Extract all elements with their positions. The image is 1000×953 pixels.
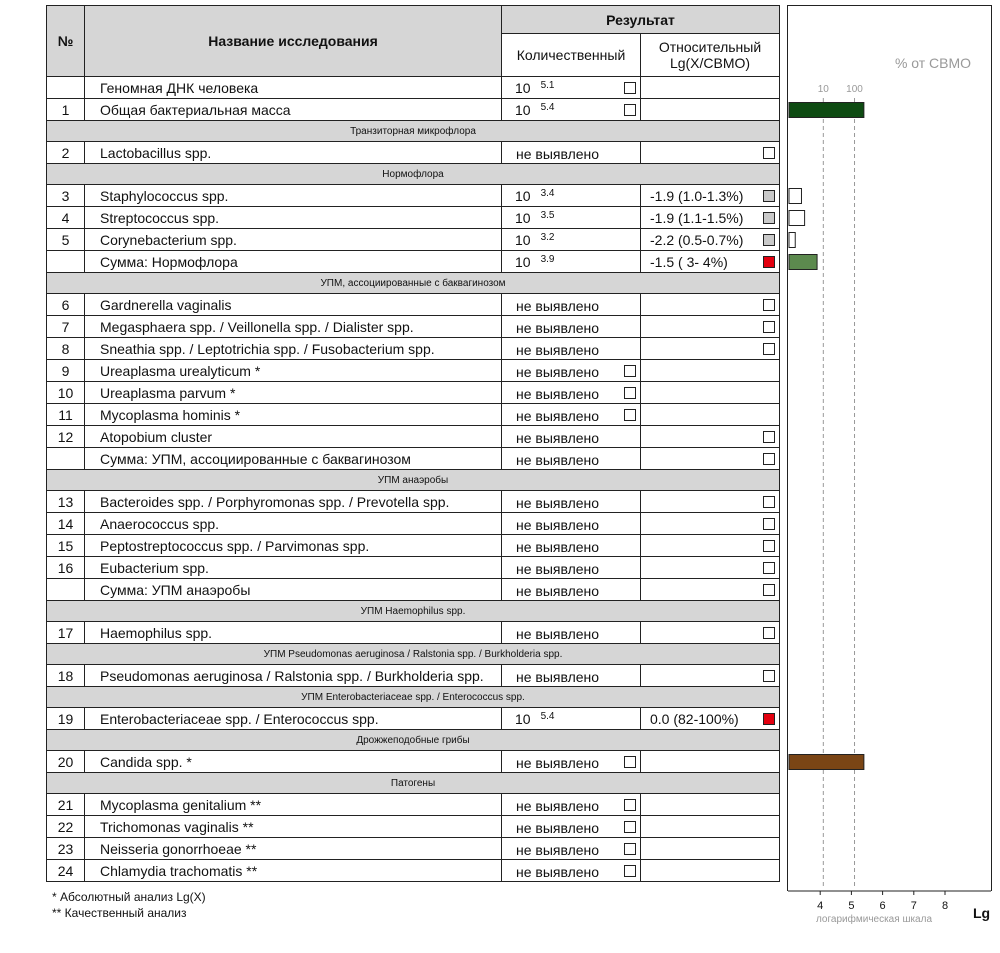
table-row [47,448,780,470]
quantity-value: 10 $^{5.4}$ [515,711,555,727]
quantitative-cell [502,513,641,535]
qualitative-result: не выявлено [516,495,600,511]
quantity-value: 10 $^{3.4}$ [515,188,555,204]
checkbox[interactable] [624,843,636,855]
footnote-qualitative: ** Качественный анализ [52,906,187,920]
table-row [47,513,780,535]
test-name: Trichomonas vaginalis ** [85,816,502,838]
results-table [46,5,780,882]
row-number: 15 [47,535,85,557]
chart-bar [789,211,805,226]
checkbox[interactable] [624,821,636,833]
status-box[interactable] [763,299,775,311]
test-name: Anaerococcus spp. [85,513,502,535]
relative-cell [641,838,780,860]
table-row [47,185,780,207]
section-label: Транзиторная микрофлора [47,121,780,142]
section-header [47,601,780,622]
quantitative-cell [502,860,641,882]
quantity-value: 10 $^{3.9}$ [515,254,555,270]
quantitative-cell [502,142,641,164]
status-box[interactable] [763,496,775,508]
status-box[interactable] [763,627,775,639]
relative-cell [641,794,780,816]
quantitative-cell [502,557,641,579]
status-box[interactable] [763,234,775,246]
table-row [47,229,780,251]
chart-title: % от СВМО [894,55,972,71]
row-number: 20 [47,751,85,773]
quantitative-cell [502,448,641,470]
relative-cell [641,294,780,316]
quantitative-cell [502,99,641,121]
qualitative-result: не выявлено [516,842,600,858]
status-box[interactable] [763,321,775,333]
qualitative-result: не выявлено [516,864,600,880]
section-header [47,164,780,185]
test-name: Haemophilus spp. [85,622,502,644]
relative-cell [641,426,780,448]
row-number [47,579,85,601]
relative-value: -2.2 (0.5-0.7%) [650,232,744,248]
test-name: Atopobium cluster [85,426,502,448]
section-header [47,644,780,665]
x-tick-label: 5 [848,900,855,912]
header-num: № [47,6,85,77]
table-row [47,294,780,316]
relative-cell [641,338,780,360]
row-number: 5 [47,229,85,251]
pct-tick-label: 100 [846,84,863,95]
table-row [47,579,780,601]
checkbox[interactable] [624,82,636,94]
status-box[interactable] [763,190,775,202]
table-row [47,338,780,360]
test-name: Lactobacillus spp. [85,142,502,164]
quantitative-cell [502,338,641,360]
qualitative-result: не выявлено [516,669,600,685]
qualitative-result: не выявлено [516,408,600,424]
table-row [47,142,780,164]
row-number: 13 [47,491,85,513]
row-number: 17 [47,622,85,644]
x-tick-label: 7 [910,900,917,912]
chart-panel [787,5,992,925]
relative-cell [641,579,780,601]
lg-unit-label: Lg [973,905,991,921]
row-number: 8 [47,338,85,360]
quantitative-cell [502,622,641,644]
quantity-value: 10 $^{5.4}$ [515,102,555,118]
quantitative-cell [502,838,641,860]
qualitative-result: не выявлено [516,298,600,314]
table-row [47,77,780,99]
quantity-value: 10 $^{5.1}$ [515,80,555,96]
quantitative-cell [502,816,641,838]
row-number: 9 [47,360,85,382]
quantitative-cell [502,185,641,207]
relative-cell [641,622,780,644]
table-row [47,751,780,773]
test-name: Сумма: Нормофлора [85,251,502,273]
relative-cell [641,708,780,730]
quantitative-cell [502,426,641,448]
relative-cell [641,557,780,579]
relative-cell [641,860,780,882]
row-number: 23 [47,838,85,860]
table-row [47,316,780,338]
checkbox[interactable] [624,865,636,877]
header-quantitative: Количественный [502,34,641,77]
row-number: 12 [47,426,85,448]
relative-cell [641,229,780,251]
relative-cell [641,251,780,273]
section-label: УПМ Pseudomonas aeruginosa / Ralstonia spp. / Burkholderia spp. [47,644,780,665]
log-scale-chart [788,6,991,936]
table-row [47,665,780,687]
relative-value: -1.9 (1.1-1.5%) [650,210,744,226]
row-number: 14 [47,513,85,535]
section-header [47,470,780,491]
row-number: 1 [47,99,85,121]
relative-cell [641,77,780,99]
quantitative-cell [502,535,641,557]
row-number: 11 [47,404,85,426]
relative-value: -1.9 (1.0-1.3%) [650,188,744,204]
qualitative-result: не выявлено [516,583,600,599]
table-row [47,535,780,557]
section-header [47,687,780,708]
qualitative-result: не выявлено [516,820,600,836]
status-box[interactable] [763,431,775,443]
relative-cell [641,142,780,164]
test-name: Общая бактериальная масса [85,99,502,121]
qualitative-result: не выявлено [516,561,600,577]
table-row [47,207,780,229]
checkbox[interactable] [624,365,636,377]
quantity-value: 10 $^{3.2}$ [515,232,555,248]
checkbox[interactable] [624,409,636,421]
relative-cell [641,382,780,404]
status-box[interactable] [763,584,775,596]
test-name: Gardnerella vaginalis [85,294,502,316]
table-row [47,251,780,273]
test-name: Staphylococcus spp. [85,185,502,207]
table-row [47,622,780,644]
row-number: 19 [47,708,85,730]
test-name: Bacteroides spp. / Porphyromonas spp. / Prevotella spp. [85,491,502,513]
x-tick-label: 4 [817,900,824,912]
test-name: Megasphaera spp. / Veillonella spp. / Dialister spp. [85,316,502,338]
checkbox[interactable] [624,387,636,399]
qualitative-result: не выявлено [516,452,600,468]
row-number: 10 [47,382,85,404]
qualitative-result: не выявлено [516,320,600,336]
row-number: 16 [47,557,85,579]
status-box[interactable] [763,518,775,530]
section-header [47,121,780,142]
section-label: УПМ Haemophilus spp. [47,601,780,622]
row-number: 21 [47,794,85,816]
relative-cell [641,816,780,838]
table-row [47,404,780,426]
status-box[interactable] [763,343,775,355]
row-number: 24 [47,860,85,882]
relative-cell [641,448,780,470]
relative-cell [641,665,780,687]
test-name: Neisseria gonorrhoeae ** [85,838,502,860]
row-number [47,251,85,273]
section-label: УПМ Enterobacteriaceae spp. / Enterococcus spp. [47,687,780,708]
x-tick-label: 8 [941,900,949,912]
table-row [47,860,780,882]
quantitative-cell [502,360,641,382]
chart-bar [789,103,864,118]
quantitative-cell [502,382,641,404]
qualitative-result: не выявлено [516,755,600,771]
quantitative-cell [502,665,641,687]
relative-cell [641,404,780,426]
test-name: Streptococcus spp. [85,207,502,229]
test-name: Mycoplasma genitalium ** [85,794,502,816]
table-row [47,708,780,730]
relative-cell [641,316,780,338]
relative-cell [641,185,780,207]
quantitative-cell [502,77,641,99]
test-name: Eubacterium spp. [85,557,502,579]
quantitative-cell [502,207,641,229]
row-number: 2 [47,142,85,164]
footnote-absolute: * Абсолютный анализ Lg(X) [52,890,206,904]
header-name: Название исследования [85,6,502,77]
table-row [47,360,780,382]
qualitative-result: не выявлено [516,146,600,162]
qualitative-result: не выявлено [516,798,600,814]
test-name: Chlamydia trachomatis ** [85,860,502,882]
section-label: Дрожжеподобные грибы [47,730,780,751]
status-box[interactable] [763,670,775,682]
section-header [47,773,780,794]
status-box[interactable] [763,453,775,465]
quantitative-cell [502,316,641,338]
table-row [47,491,780,513]
status-box[interactable] [763,212,775,224]
status-box[interactable] [763,256,775,268]
quantitative-cell [502,751,641,773]
x-axis-label: логарифмическая шкала [815,914,933,925]
qualitative-result: не выявлено [516,342,600,358]
relative-value: 0.0 (82-100%) [650,711,739,727]
header-relative: Относительный Lg(X/СВМО) [641,34,780,77]
row-number [47,77,85,99]
quantitative-cell [502,708,641,730]
qualitative-result: не выявлено [516,626,600,642]
checkbox[interactable] [624,799,636,811]
qualitative-result: не выявлено [516,386,600,402]
qualitative-result: не выявлено [516,430,600,446]
pct-tick-label: 10 [817,84,829,95]
section-label: Патогены [47,773,780,794]
status-box[interactable] [763,562,775,574]
table-row [47,838,780,860]
test-name: Ureaplasma parvum * [85,382,502,404]
relative-cell [641,99,780,121]
row-number: 3 [47,185,85,207]
status-box[interactable] [763,713,775,725]
test-name: Pseudomonas aeruginosa / Ralstonia spp. / Burkholderia spp. [85,665,502,687]
relative-cell [641,360,780,382]
section-label: УПМ, ассоциированные с баквагинозом [47,273,780,294]
section-header [47,273,780,294]
row-number: 22 [47,816,85,838]
quantitative-cell [502,579,641,601]
table-row [47,557,780,579]
row-number: 7 [47,316,85,338]
section-header [47,730,780,751]
test-name: Enterobacteriaceae spp. / Enterococcus spp. [85,708,502,730]
test-name: Corynebacterium spp. [85,229,502,251]
relative-cell [641,207,780,229]
table-row [47,816,780,838]
row-number: 18 [47,665,85,687]
qualitative-result: не выявлено [516,539,600,555]
x-tick-label: 6 [879,900,886,912]
test-name: Ureaplasma urealyticum * [85,360,502,382]
chart-bar [789,189,801,204]
test-name: Геномная ДНК человека [85,77,502,99]
test-name: Peptostreptococcus spp. / Parvimonas spp. [85,535,502,557]
qualitative-result: не выявлено [516,517,600,533]
table-row [47,794,780,816]
relative-cell [641,513,780,535]
chart-bar [789,255,817,270]
checkbox[interactable] [624,104,636,116]
chart-bar [789,755,864,770]
relative-cell [641,751,780,773]
section-label: Нормофлора [47,164,780,185]
test-name: Mycoplasma hominis * [85,404,502,426]
header-result: Результат [502,6,780,34]
section-label: УПМ анаэробы [47,470,780,491]
relative-cell [641,535,780,557]
row-number: 6 [47,294,85,316]
qualitative-result: не выявлено [516,364,600,380]
test-name: Сумма: УПМ, ассоциированные с баквагинозом [85,448,502,470]
quantity-value: 10 $^{3.5}$ [515,210,555,226]
quantitative-cell [502,229,641,251]
relative-cell [641,491,780,513]
chart-bar [789,233,795,248]
relative-value: -1.5 ( 3- 4%) [650,254,728,270]
test-name: Candida spp. * [85,751,502,773]
row-number: 4 [47,207,85,229]
row-number [47,448,85,470]
status-box[interactable] [763,147,775,159]
table-row [47,382,780,404]
table-row [47,99,780,121]
status-box[interactable] [763,540,775,552]
quantitative-cell [502,491,641,513]
test-name: Sneathia spp. / Leptotrichia spp. / Fusobacterium spp. [85,338,502,360]
table-row [47,426,780,448]
quantitative-cell [502,794,641,816]
test-name: Сумма: УПМ анаэробы [85,579,502,601]
quantitative-cell [502,251,641,273]
quantitative-cell [502,294,641,316]
checkbox[interactable] [624,756,636,768]
quantitative-cell [502,404,641,426]
